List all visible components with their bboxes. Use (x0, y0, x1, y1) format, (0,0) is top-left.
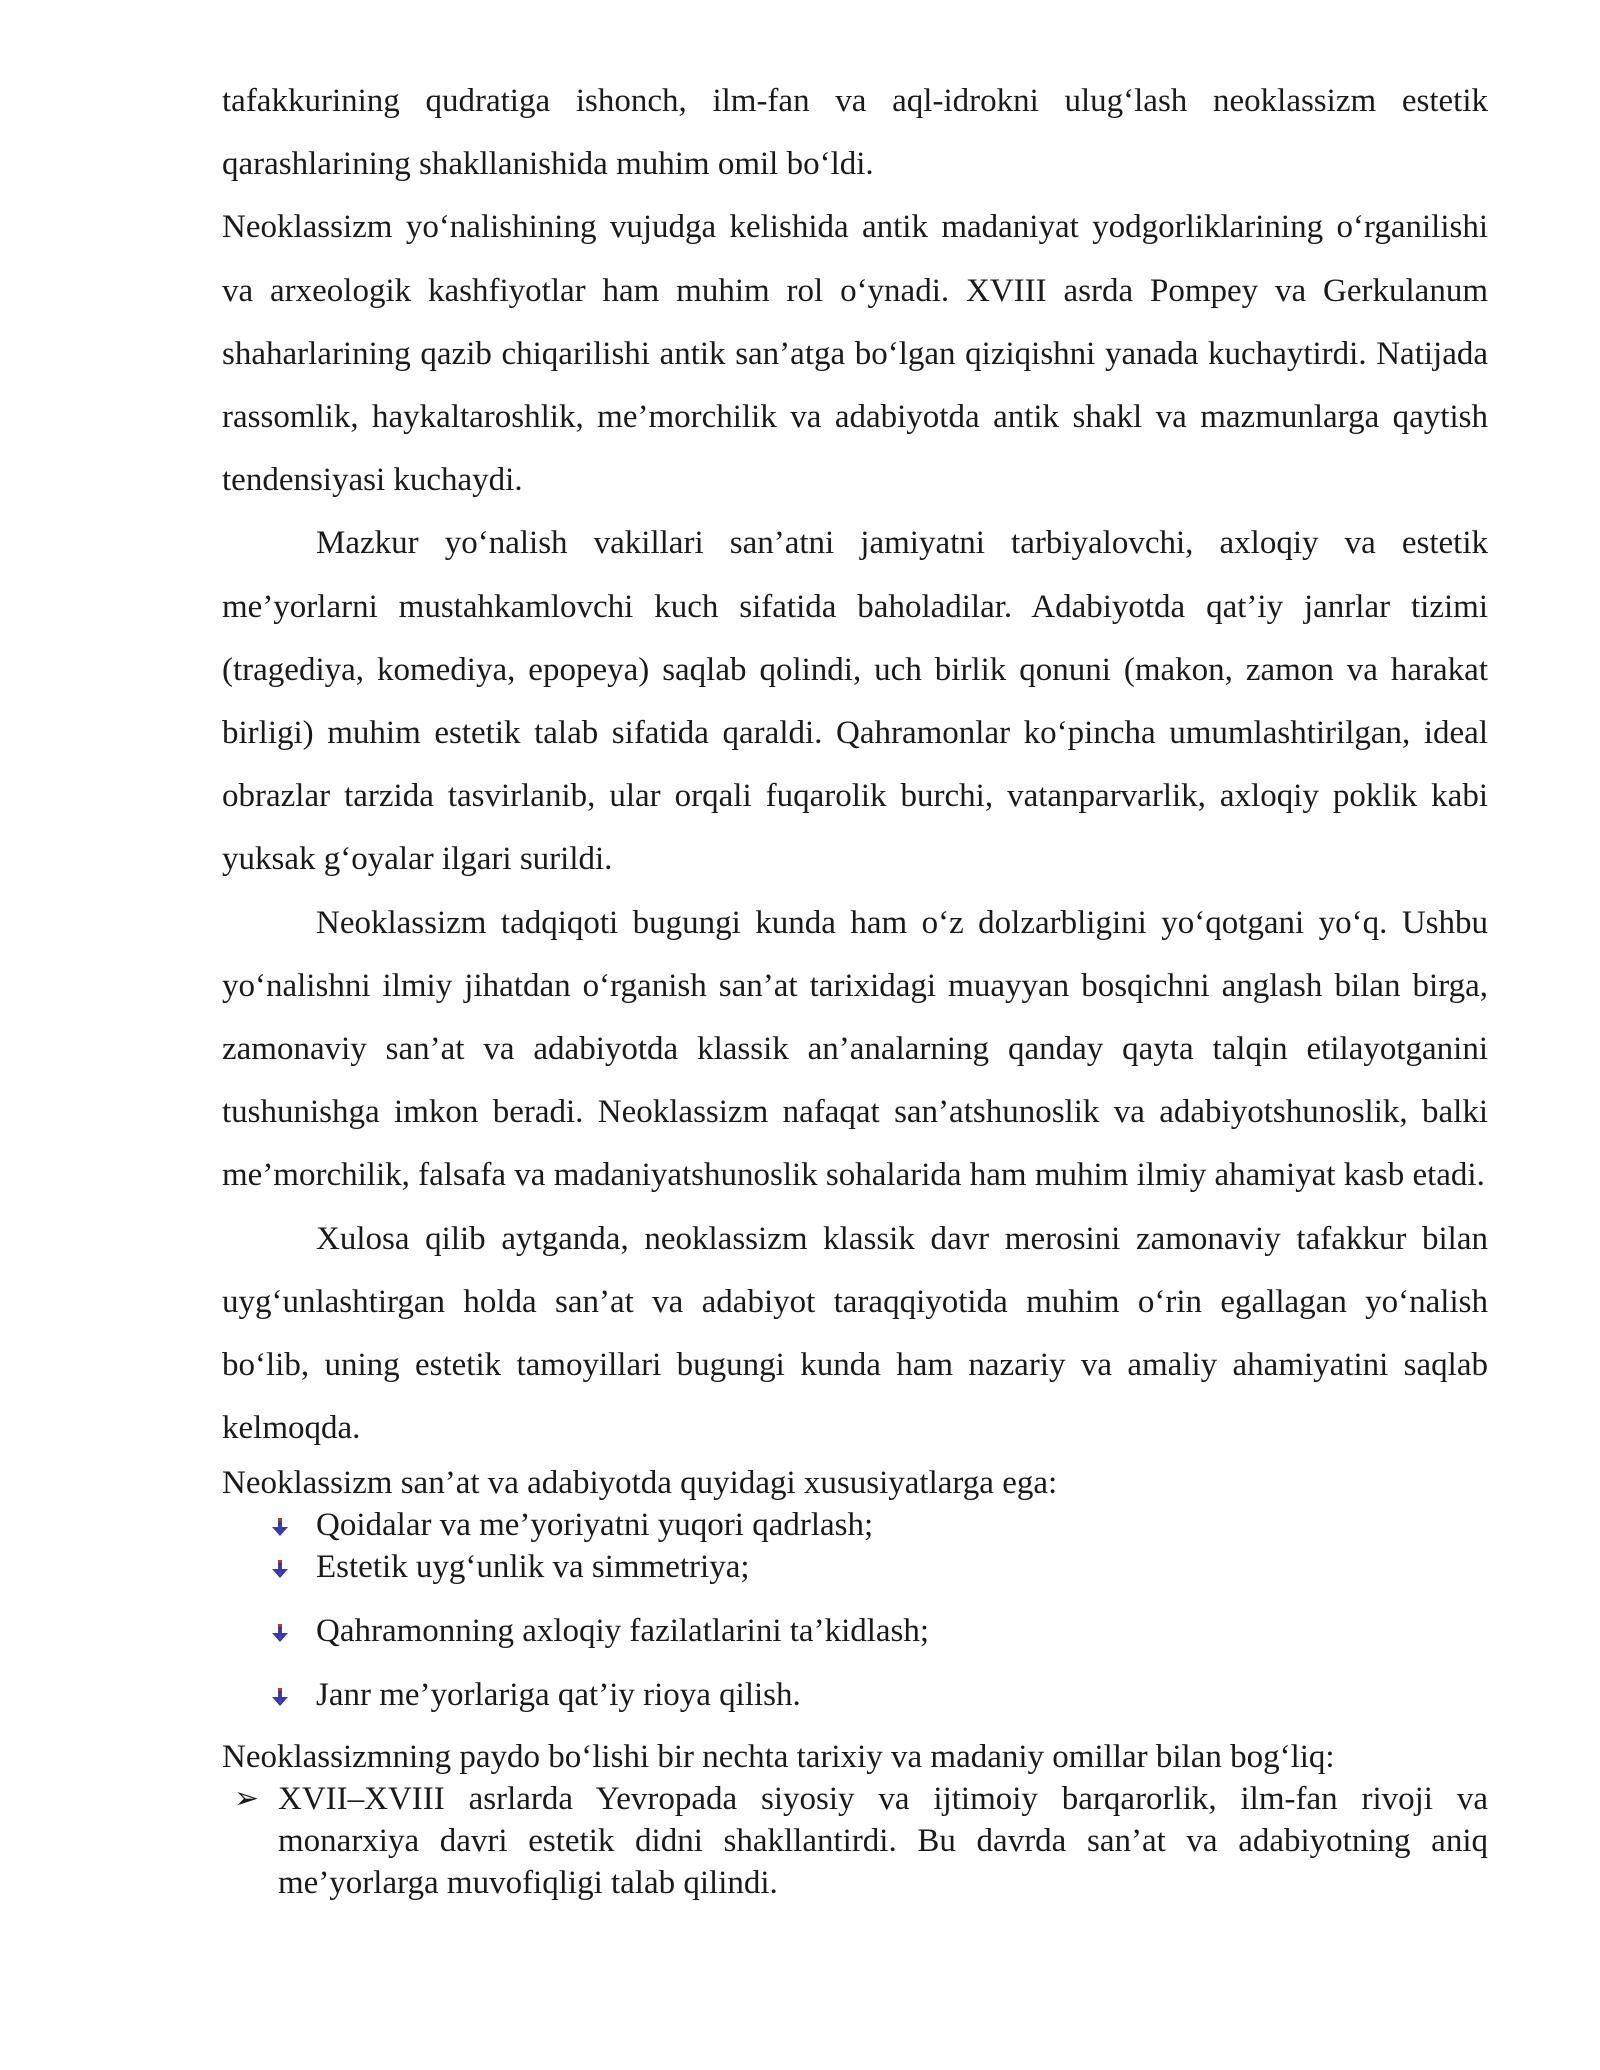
feature-text: Qahramonning axloqiy fazilatlarini ta’kidlash; (316, 1613, 930, 1650)
down-arrow-bullet-icon (270, 1517, 290, 1537)
origins-intro: Neoklassizmning paydo bo‘lishi bir nechta tarixiy va madaniy omillar bilan bog‘liq: (222, 1739, 1335, 1776)
feature-text: Estetik uyg‘unlik va simmetriya; (316, 1549, 750, 1586)
origin-text: XVII–XVIII asrlarda Yevropada siyosiy va ijtimoiy barqarorlik, ilm-fan rivoji va monarxiya davri estetik didni shakllantirdi. Bu davrda san’at va adabiyotning aniq me’yorlarga muvofiqligi talab qilindi. (278, 1781, 1488, 1902)
document-page (222, 70, 1488, 1904)
down-arrow-bullet-icon (270, 1623, 290, 1643)
paragraph-2: Neoklassizm yo‘nalishining vujudga kelishida antik madaniyat yodgorliklarining o‘rganilishi va arxeologik kashfiyotlar ham muhim rol o‘ynadi. XVIII asrda Pompey va Gerkulanum shaharlarining qazib chiqarilishi antik san’atga bo‘lgan qiziqishni yanada kuchaytirdi. Natijada rassomlik, haykaltaroshlik, me’morchilik va adabiyotda antik shakl va mazmunlarga qaytish tendensiyasi kuchaydi. (222, 209, 1488, 499)
paragraph-5: Xulosa qilib aytganda, neoklassizm klassik davr merosini zamonaviy tafakkur bilan uyg‘unlashtirgan holda san’at va adabiyot taraqqiyotida muhim o‘rin egallagan yo‘nalish bo‘lib, uning estetik tamoyillari bugungi kunda ham nazariy va amaliy ahamiyatini saqlab kelmoqda. (222, 1220, 1488, 1447)
arrow-right-bullet-icon: ➢ (234, 1781, 260, 1817)
paragraph-4: Neoklassizm tadqiqoti bugungi kunda ham o‘z dolzarbligini yo‘qotgani yo‘q. Ushbu yo‘nalishni ilmiy jihatdan o‘rganish san’at tarixidagi muayyan bosqichni anglash bilan birga, zamonaviy san’at va adabiyotda klassik an’analarning qanday qayta talqin etilayotganini tushunishga imkon beradi. Neoklassizm nafaqat san’atshunoslik va adabiyotshunoslik, balki me’morchilik, falsafa va madaniyatshunoslik sohalarida ham muhim ilmiy ahamiyat kasb etadi. (222, 904, 1488, 1194)
list-item (222, 1610, 1488, 1652)
features-list (222, 1504, 1488, 1716)
list-item (222, 1504, 1488, 1546)
paragraph-3: Mazkur yo‘nalish vakillari san’atni jamiyatni tarbiyalovchi, axloqiy va estetik me’yorlarni mustahkamlovchi kuch sifatida baholadilar. Adabiyotda qat’iy janrlar tizimi (tragediya, komediya, epopeya) saqlab qolindi, uch birlik qonuni (makon, zamon va harakat birligi) muhim estetik talab sifatida qaraldi. Qahramonlar ko‘pincha umumlashtirilgan, ideal obrazlar tarzida tasvirlanib, ular orqali fuqarolik burchi, vatanparvarlik, axloqiy poklik kabi yuksak g‘oyalar ilgari surildi. (222, 525, 1488, 878)
list-item (222, 1778, 1488, 1904)
list-item (222, 1546, 1488, 1588)
down-arrow-bullet-icon (270, 1559, 290, 1579)
feature-text: Janr me’yorlariga qat’iy rioya qilish. (316, 1677, 801, 1714)
feature-text: Qoidalar va me’yoriyatni yuqori qadrlash; (316, 1507, 874, 1544)
down-arrow-bullet-icon (270, 1687, 290, 1707)
features-intro: Neoklassizm san’at va adabiyotda quyidagi xususiyatlarga ega: (222, 1465, 1058, 1502)
origins-list (222, 1778, 1488, 1904)
paragraph-1: tafakkurining qudratiga ishonch, ilm-fan va aql-idrokni ulug‘lash neoklassizm estetik qarashlarining shakllanishida muhim omil bo‘ldi. (222, 83, 1488, 183)
list-item (222, 1674, 1488, 1716)
